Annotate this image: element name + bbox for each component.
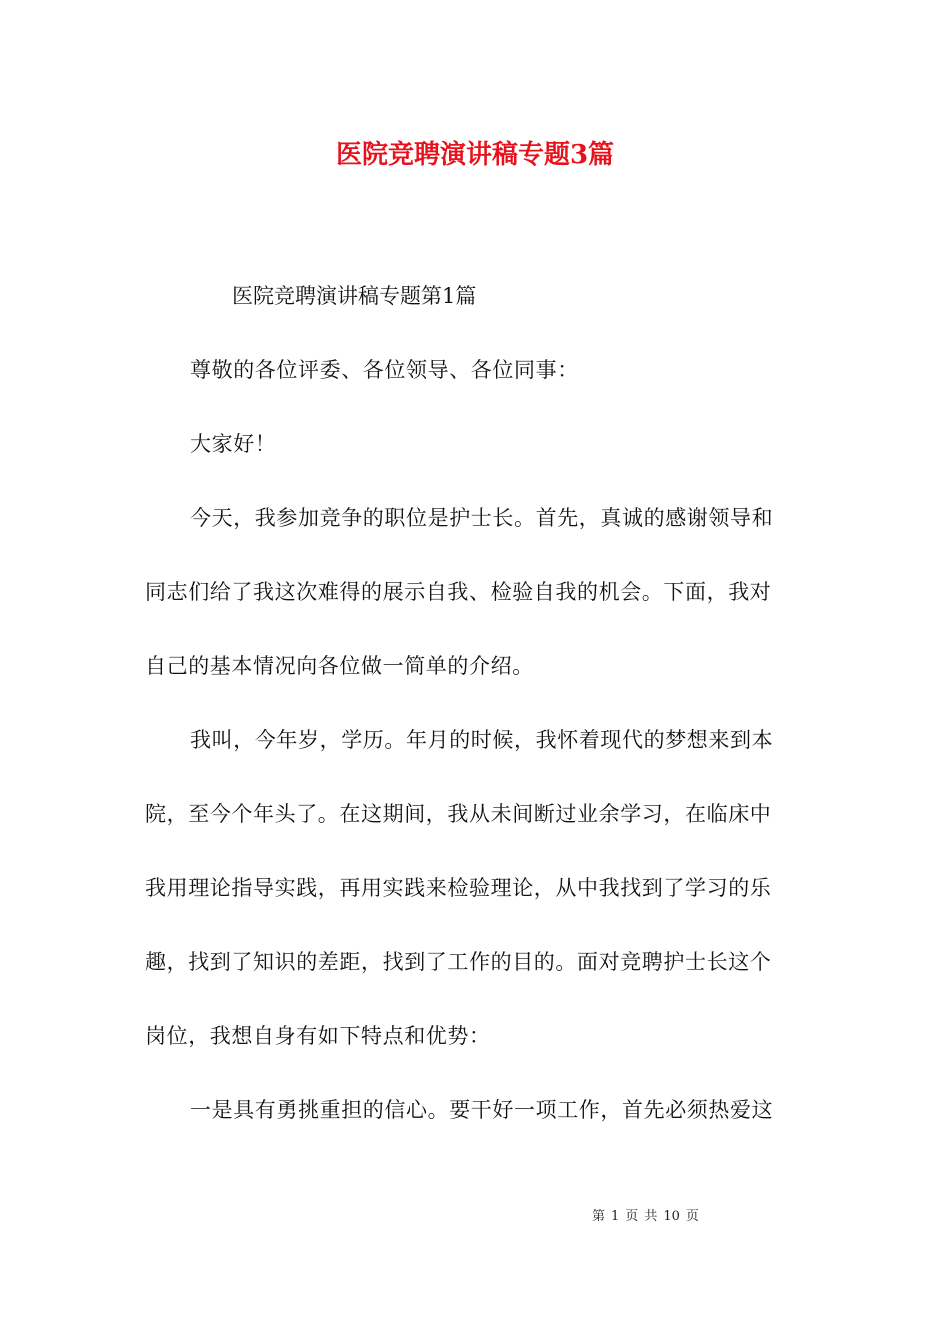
body-line: 尊敬的各位评委、各位领导、各位同事： (190, 358, 579, 382)
body-line: 趣，找到了知识的差距，找到了工作的目的。面对竞聘护士长这个 (145, 950, 772, 974)
footer-page-unit: 页 (625, 1209, 639, 1224)
body-line: 同志们给了我这次难得的展示自我、检验自我的机会。下面，我对 (145, 580, 772, 604)
body-line: 岗位，我想自身有如下特点和优势： (145, 1024, 491, 1048)
body-line: 我用理论指导实践，再用实践来检验理论，从中我找到了学习的乐 (145, 876, 772, 900)
body-line: 院，至今个年头了。在这期间，我从未间断过业余学习，在临床中 (145, 802, 772, 826)
body-line: 今天，我参加竞争的职位是护士长。首先，真诚的感谢领导和 (190, 506, 774, 530)
body-line: 一是具有勇挑重担的信心。要干好一项工作，首先必须热爱这 (190, 1098, 774, 1122)
body-line: 大家好！ (190, 432, 277, 456)
section-heading: 医院竞聘演讲稿专题第1篇 (232, 284, 477, 308)
document-title: 医院竞聘演讲稿专题3篇 (335, 140, 615, 170)
page-footer (592, 1207, 705, 1227)
footer-total-prefix: 共 (644, 1209, 658, 1224)
body-line: 我叫，今年岁，学历。年月的时候，我怀着现代的梦想来到本 (190, 728, 774, 752)
footer-prefix: 第 (592, 1209, 606, 1224)
footer-page-number: 1 (611, 1209, 620, 1224)
footer-total-unit: 页 (685, 1209, 699, 1224)
footer-total-pages: 10 (663, 1209, 680, 1224)
body-line: 自己的基本情况向各位做一简单的介绍。 (145, 654, 534, 678)
